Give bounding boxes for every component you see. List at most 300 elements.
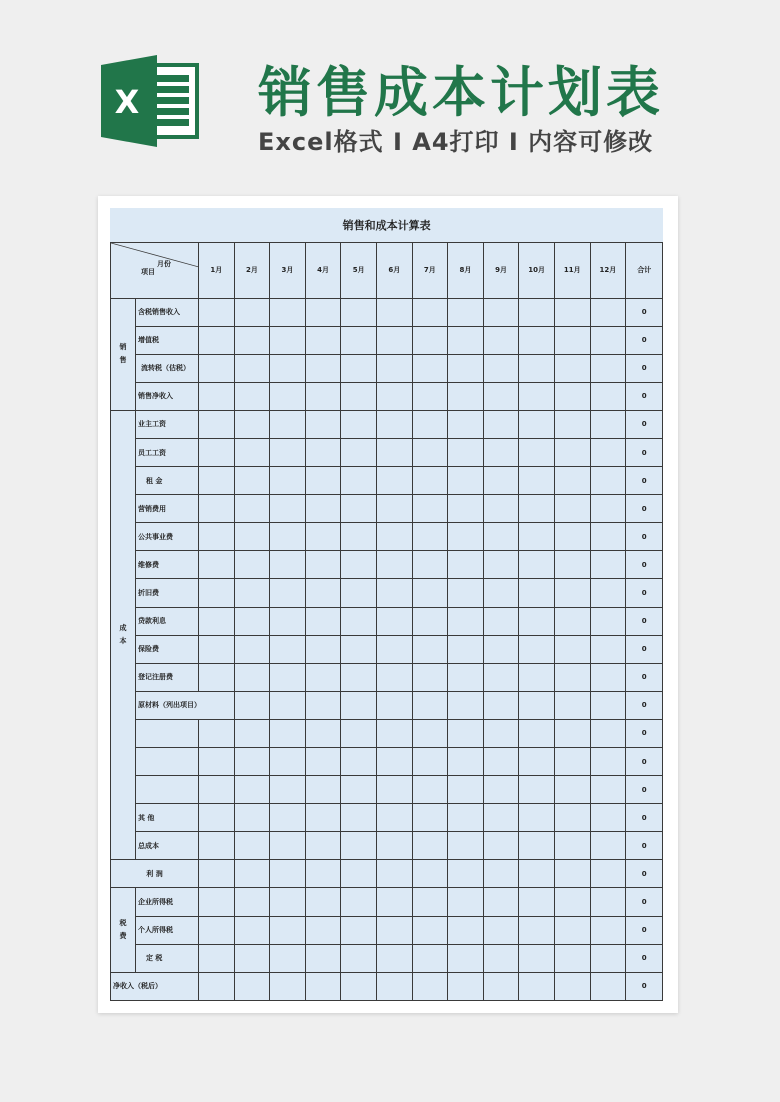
month-cell[interactable] [554,551,590,579]
month-cell[interactable] [199,551,235,579]
month-cell[interactable] [376,804,412,832]
month-cell[interactable] [590,860,626,888]
month-cell[interactable] [448,579,484,607]
month-cell[interactable] [234,944,270,972]
month-cell[interactable] [270,860,306,888]
month-cell[interactable] [448,467,484,495]
month-cell[interactable] [341,410,377,438]
month-cell[interactable] [305,972,341,1000]
month-cell[interactable] [305,495,341,523]
month-cell[interactable] [519,438,555,466]
month-cell[interactable] [590,635,626,663]
month-cell[interactable] [412,607,448,635]
month-cell[interactable] [270,635,306,663]
month-cell[interactable] [376,776,412,804]
month-cell[interactable] [376,832,412,860]
month-cell[interactable] [199,635,235,663]
month-cell[interactable] [448,916,484,944]
month-cell[interactable] [590,298,626,326]
month-cell[interactable] [341,776,377,804]
month-cell[interactable] [305,776,341,804]
month-cell[interactable] [341,495,377,523]
month-cell[interactable] [234,495,270,523]
month-cell[interactable] [234,382,270,410]
month-cell[interactable] [590,467,626,495]
month-cell[interactable] [554,382,590,410]
month-cell[interactable] [483,354,519,382]
month-cell[interactable] [376,607,412,635]
month-cell[interactable] [199,495,235,523]
month-cell[interactable] [341,832,377,860]
month-cell[interactable] [483,719,519,747]
month-cell[interactable] [376,410,412,438]
month-cell[interactable] [199,438,235,466]
month-cell[interactable] [376,382,412,410]
month-cell[interactable] [590,354,626,382]
month-cell[interactable] [483,523,519,551]
month-cell[interactable] [519,410,555,438]
month-cell[interactable] [590,832,626,860]
month-cell[interactable] [554,748,590,776]
month-cell[interactable] [376,354,412,382]
month-cell[interactable] [519,888,555,916]
month-cell[interactable] [199,972,235,1000]
month-cell[interactable] [341,635,377,663]
month-cell[interactable] [483,776,519,804]
month-cell[interactable] [270,298,306,326]
month-cell[interactable] [590,438,626,466]
month-cell[interactable] [448,860,484,888]
month-cell[interactable] [376,748,412,776]
month-cell[interactable] [590,916,626,944]
month-cell[interactable] [590,804,626,832]
month-cell[interactable] [554,804,590,832]
month-cell[interactable] [341,916,377,944]
month-cell[interactable] [412,495,448,523]
month-cell[interactable] [270,832,306,860]
month-cell[interactable] [270,719,306,747]
month-cell[interactable] [448,776,484,804]
month-cell[interactable] [234,748,270,776]
month-cell[interactable] [234,298,270,326]
month-cell[interactable] [376,467,412,495]
month-cell[interactable] [305,663,341,691]
month-cell[interactable] [448,888,484,916]
month-cell[interactable] [483,972,519,1000]
month-cell[interactable] [412,467,448,495]
month-cell[interactable] [376,663,412,691]
month-cell[interactable] [590,579,626,607]
month-cell[interactable] [376,635,412,663]
month-cell[interactable] [376,326,412,354]
month-cell[interactable] [234,832,270,860]
month-cell[interactable] [483,382,519,410]
month-cell[interactable] [412,635,448,663]
month-cell[interactable] [448,663,484,691]
month-cell[interactable] [376,495,412,523]
month-cell[interactable] [412,523,448,551]
month-cell[interactable] [590,410,626,438]
month-cell[interactable] [305,467,341,495]
month-cell[interactable] [376,972,412,1000]
month-cell[interactable] [270,691,306,719]
month-cell[interactable] [199,523,235,551]
month-cell[interactable] [554,523,590,551]
month-cell[interactable] [554,326,590,354]
month-cell[interactable] [376,298,412,326]
month-cell[interactable] [305,832,341,860]
month-cell[interactable] [305,860,341,888]
month-cell[interactable] [554,888,590,916]
month-cell[interactable] [519,523,555,551]
month-cell[interactable] [270,972,306,1000]
month-cell[interactable] [554,719,590,747]
month-cell[interactable] [270,804,306,832]
month-cell[interactable] [234,663,270,691]
month-cell[interactable] [305,635,341,663]
month-cell[interactable] [483,495,519,523]
month-cell[interactable] [199,579,235,607]
month-cell[interactable] [412,410,448,438]
month-cell[interactable] [448,944,484,972]
month-cell[interactable] [199,804,235,832]
month-cell[interactable] [412,326,448,354]
month-cell[interactable] [448,748,484,776]
month-cell[interactable] [199,326,235,354]
month-cell[interactable] [305,944,341,972]
month-cell[interactable] [448,691,484,719]
month-cell[interactable] [448,719,484,747]
month-cell[interactable] [554,832,590,860]
month-cell[interactable] [341,523,377,551]
month-cell[interactable] [341,663,377,691]
month-cell[interactable] [519,776,555,804]
month-cell[interactable] [199,944,235,972]
month-cell[interactable] [483,326,519,354]
month-cell[interactable] [448,354,484,382]
month-cell[interactable] [270,523,306,551]
month-cell[interactable] [341,748,377,776]
month-cell[interactable] [448,298,484,326]
month-cell[interactable] [448,832,484,860]
month-cell[interactable] [305,410,341,438]
month-cell[interactable] [234,579,270,607]
month-cell[interactable] [483,579,519,607]
month-cell[interactable] [412,298,448,326]
month-cell[interactable] [519,832,555,860]
month-cell[interactable] [483,944,519,972]
month-cell[interactable] [270,354,306,382]
month-cell[interactable] [519,551,555,579]
month-cell[interactable] [199,748,235,776]
month-cell[interactable] [590,776,626,804]
month-cell[interactable] [376,944,412,972]
month-cell[interactable] [448,382,484,410]
month-cell[interactable] [412,860,448,888]
month-cell[interactable] [590,326,626,354]
month-cell[interactable] [448,551,484,579]
month-cell[interactable] [483,832,519,860]
month-cell[interactable] [519,495,555,523]
month-cell[interactable] [199,916,235,944]
month-cell[interactable] [376,916,412,944]
month-cell[interactable] [519,579,555,607]
month-cell[interactable] [234,523,270,551]
month-cell[interactable] [448,438,484,466]
month-cell[interactable] [519,944,555,972]
month-cell[interactable] [234,354,270,382]
month-cell[interactable] [270,382,306,410]
month-cell[interactable] [519,916,555,944]
month-cell[interactable] [448,607,484,635]
month-cell[interactable] [305,523,341,551]
month-cell[interactable] [234,607,270,635]
month-cell[interactable] [305,354,341,382]
month-cell[interactable] [412,916,448,944]
month-cell[interactable] [376,438,412,466]
month-cell[interactable] [448,495,484,523]
month-cell[interactable] [554,495,590,523]
month-cell[interactable] [270,467,306,495]
month-cell[interactable] [341,607,377,635]
month-cell[interactable] [270,888,306,916]
month-cell[interactable] [341,860,377,888]
month-cell[interactable] [554,691,590,719]
month-cell[interactable] [412,888,448,916]
month-cell[interactable] [305,719,341,747]
month-cell[interactable] [519,691,555,719]
month-cell[interactable] [305,916,341,944]
month-cell[interactable] [519,354,555,382]
month-cell[interactable] [554,916,590,944]
month-cell[interactable] [483,635,519,663]
month-cell[interactable] [519,972,555,1000]
month-cell[interactable] [519,382,555,410]
month-cell[interactable] [483,438,519,466]
month-cell[interactable] [270,663,306,691]
month-cell[interactable] [234,326,270,354]
month-cell[interactable] [483,691,519,719]
month-cell[interactable] [590,551,626,579]
month-cell[interactable] [305,382,341,410]
month-cell[interactable] [341,354,377,382]
month-cell[interactable] [199,382,235,410]
month-cell[interactable] [448,804,484,832]
month-cell[interactable] [376,888,412,916]
month-cell[interactable] [270,438,306,466]
month-cell[interactable] [412,804,448,832]
month-cell[interactable] [376,860,412,888]
month-cell[interactable] [270,495,306,523]
month-cell[interactable] [199,860,235,888]
month-cell[interactable] [590,495,626,523]
month-cell[interactable] [341,298,377,326]
month-cell[interactable] [448,326,484,354]
month-cell[interactable] [341,944,377,972]
month-cell[interactable] [270,410,306,438]
month-cell[interactable] [341,972,377,1000]
month-cell[interactable] [234,888,270,916]
month-cell[interactable] [341,691,377,719]
month-cell[interactable] [270,776,306,804]
month-cell[interactable] [519,663,555,691]
month-cell[interactable] [199,467,235,495]
month-cell[interactable] [412,382,448,410]
month-cell[interactable] [305,888,341,916]
month-cell[interactable] [270,916,306,944]
month-cell[interactable] [554,607,590,635]
month-cell[interactable] [519,635,555,663]
month-cell[interactable] [305,691,341,719]
month-cell[interactable] [199,888,235,916]
month-cell[interactable] [234,776,270,804]
month-cell[interactable] [234,972,270,1000]
month-cell[interactable] [554,972,590,1000]
month-cell[interactable] [519,748,555,776]
month-cell[interactable] [234,916,270,944]
month-cell[interactable] [483,860,519,888]
month-cell[interactable] [341,326,377,354]
month-cell[interactable] [305,551,341,579]
month-cell[interactable] [234,860,270,888]
month-cell[interactable] [412,438,448,466]
month-cell[interactable] [412,663,448,691]
month-cell[interactable] [341,551,377,579]
month-cell[interactable] [341,888,377,916]
month-cell[interactable] [483,888,519,916]
month-cell[interactable] [483,748,519,776]
month-cell[interactable] [341,579,377,607]
month-cell[interactable] [305,804,341,832]
month-cell[interactable] [519,719,555,747]
month-cell[interactable] [483,663,519,691]
month-cell[interactable] [554,860,590,888]
month-cell[interactable] [234,804,270,832]
month-cell[interactable] [199,663,235,691]
month-cell[interactable] [234,467,270,495]
month-cell[interactable] [234,438,270,466]
month-cell[interactable] [199,410,235,438]
svg-text:X: X [114,83,140,121]
month-cell[interactable] [590,719,626,747]
month-cell[interactable] [376,579,412,607]
month-cell[interactable] [554,663,590,691]
month-cell[interactable] [376,523,412,551]
month-cell[interactable] [483,607,519,635]
month-cell[interactable] [519,326,555,354]
month-cell[interactable] [448,523,484,551]
month-cell[interactable] [305,438,341,466]
month-cell[interactable] [412,551,448,579]
month-cell[interactable] [519,860,555,888]
month-cell[interactable] [199,607,235,635]
month-cell[interactable] [199,298,235,326]
month-cell[interactable] [554,776,590,804]
month-cell[interactable] [483,298,519,326]
month-cell[interactable] [483,467,519,495]
month-cell[interactable] [270,607,306,635]
month-cell[interactable] [554,579,590,607]
month-cell[interactable] [270,326,306,354]
month-cell[interactable] [412,972,448,1000]
month-cell[interactable] [554,354,590,382]
month-cell[interactable] [519,467,555,495]
month-cell[interactable] [305,579,341,607]
month-cell[interactable] [554,635,590,663]
month-cell[interactable] [199,832,235,860]
month-cell[interactable] [270,944,306,972]
month-cell[interactable] [448,972,484,1000]
month-cell[interactable] [341,467,377,495]
month-cell[interactable] [270,579,306,607]
month-cell[interactable] [448,410,484,438]
month-cell[interactable] [341,719,377,747]
month-cell[interactable] [483,804,519,832]
month-cell[interactable] [519,298,555,326]
month-cell[interactable] [483,410,519,438]
month-cell[interactable] [234,551,270,579]
month-cell[interactable] [590,663,626,691]
month-cell[interactable] [483,551,519,579]
month-cell[interactable] [412,748,448,776]
month-cell[interactable] [412,944,448,972]
month-cell[interactable] [554,944,590,972]
month-cell[interactable] [305,607,341,635]
month-cell[interactable] [519,607,555,635]
month-cell[interactable] [234,410,270,438]
month-cell[interactable] [590,523,626,551]
month-cell[interactable] [305,298,341,326]
month-cell[interactable] [590,944,626,972]
month-cell[interactable] [341,804,377,832]
month-cell[interactable] [199,719,235,747]
month-cell[interactable] [412,579,448,607]
month-cell[interactable] [590,972,626,1000]
month-cell[interactable] [376,719,412,747]
month-cell[interactable] [590,691,626,719]
month-cell[interactable] [341,438,377,466]
month-cell[interactable] [199,776,235,804]
month-cell[interactable] [412,691,448,719]
month-cell[interactable] [412,832,448,860]
month-cell[interactable] [554,467,590,495]
month-cell[interactable] [234,691,270,719]
month-cell[interactable] [412,719,448,747]
month-cell[interactable] [376,551,412,579]
month-cell[interactable] [412,776,448,804]
month-cell[interactable] [341,382,377,410]
month-cell[interactable] [305,326,341,354]
month-cell[interactable] [199,354,235,382]
month-cell[interactable] [554,438,590,466]
month-cell[interactable] [519,804,555,832]
month-cell[interactable] [376,691,412,719]
month-cell[interactable] [448,635,484,663]
month-cell[interactable] [483,916,519,944]
month-cell[interactable] [412,354,448,382]
month-cell[interactable] [270,748,306,776]
month-cell[interactable] [270,551,306,579]
month-cell[interactable] [590,382,626,410]
month-cell[interactable] [590,607,626,635]
month-cell[interactable] [305,748,341,776]
month-cell[interactable] [590,888,626,916]
month-cell[interactable] [590,748,626,776]
month-cell[interactable] [234,719,270,747]
month-cell[interactable] [234,635,270,663]
month-cell[interactable] [554,410,590,438]
month-cell[interactable] [554,298,590,326]
